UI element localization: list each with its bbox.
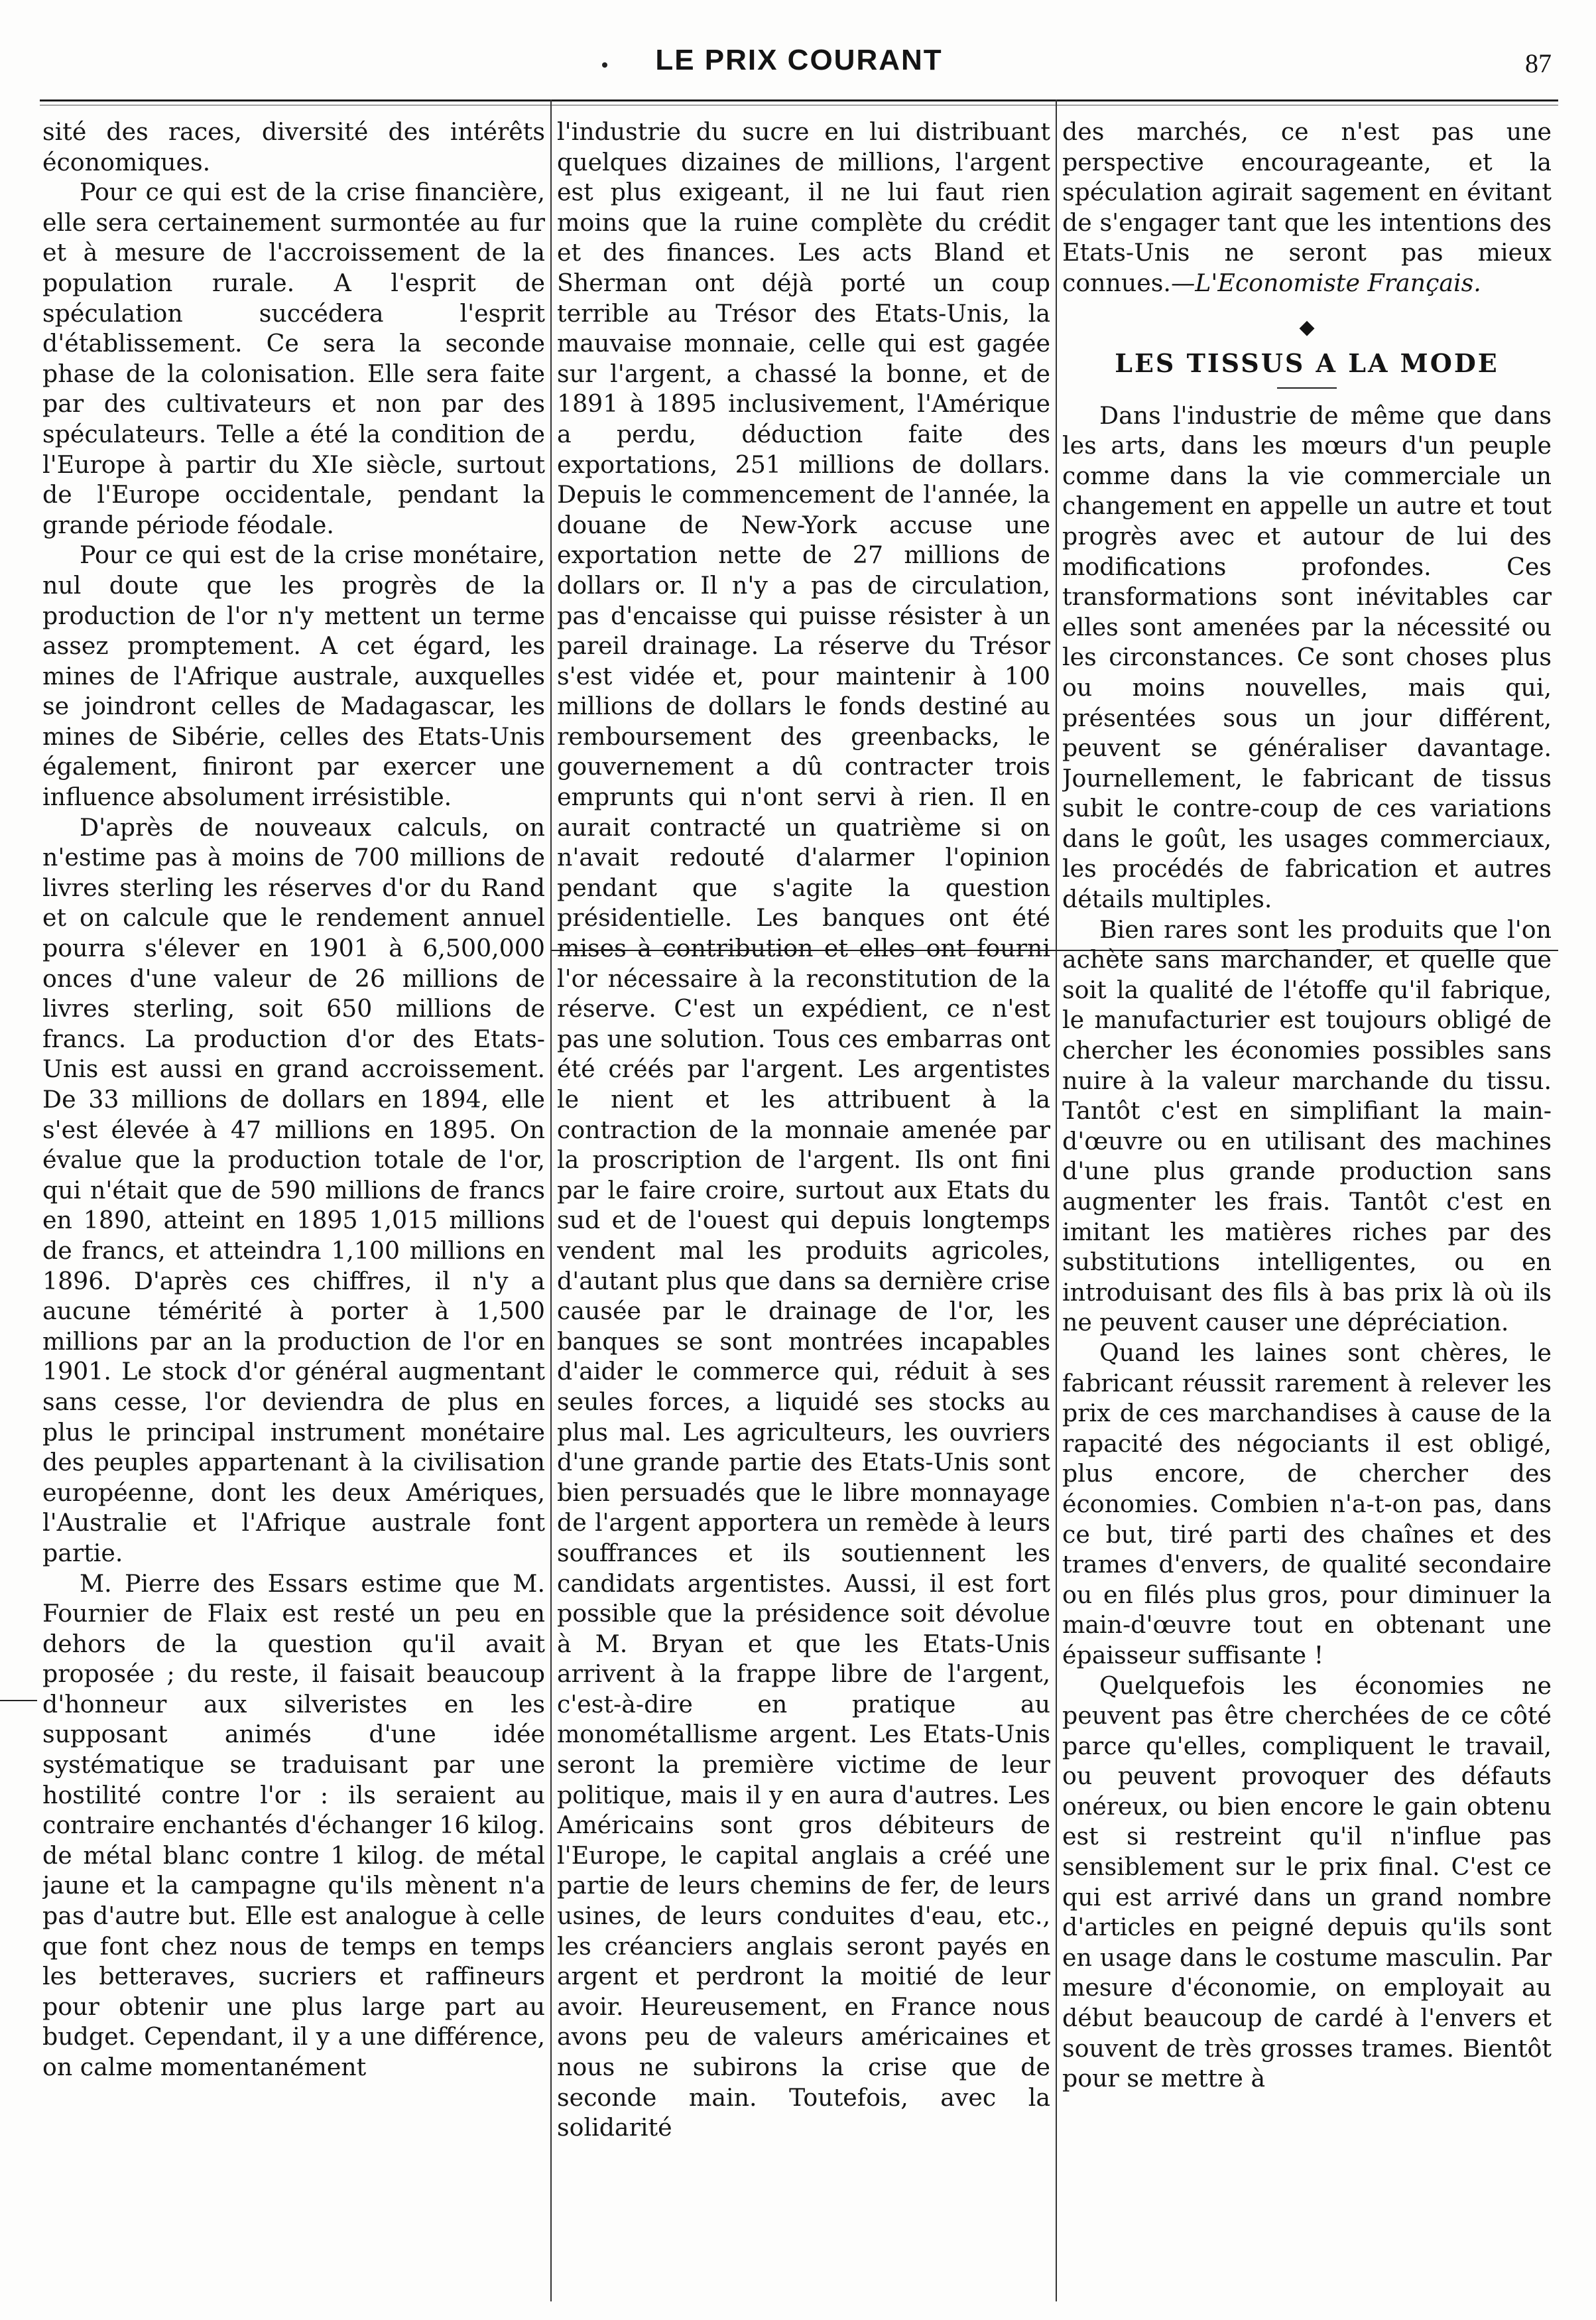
running-title: LE PRIX COURANT xyxy=(655,44,943,76)
header-rule xyxy=(40,99,1558,101)
column-divider-right xyxy=(1056,99,1057,2301)
paragraph: Pour ce qui est de la crise monétaire, nul doute que les progrès de la production de l'or n'y mettent un terme assez promptement. A cet égard, les mines de l'Afrique australe, auxquelles se joindront celles de Madagascar, les mines de Sibérie, celles des Etats-Unis également, finiront par exercer une influence absolument irrésistible. xyxy=(42,541,545,812)
column-3 xyxy=(1062,117,1552,2299)
column-divider-left xyxy=(550,99,552,2301)
article-end-paragraph xyxy=(1062,117,1552,298)
paragraph: Pour ce qui est de la crise financière, elle sera certainement surmontée au fur et à mesure de l'accroissement de la population rurale. A l'esprit de spéculation succédera l'esprit d'établissement. Ce sera la seconde phase de la colonisation. Elle sera faite par des cultivateurs et non par des spéculateurs. Telle a été la condition de l'Europe à partir du XIe siècle, surtout de l'Europe occidentale, pendant la grande période féodale. xyxy=(42,178,545,539)
paragraph: Quelquefois les économies ne peuvent pas être cherchées de ce côté parce qu'elles, compliquent le travail, ou peuvent provoquer des défauts onéreux, ou bien encore le gain obtenu est si restreint qu'il n'influe pas sensiblement sur le prix final. C'est ce qui est arrivé dans un grand nombre d'articles en peigné depuis qu'ils sont en usage dans le costume masculin. Par mesure d'économie, on employait au début beaucoup de cardé à l'envers et souvent de très grosses trames. Bientôt pour se mettre à xyxy=(1062,1671,1552,2093)
ornament-mark: ◆ xyxy=(1299,315,1315,339)
source-signature: L'Economiste Français. xyxy=(1195,268,1481,297)
column-2 xyxy=(557,117,1050,2299)
paragraph: sité des races, diversité des intérêts économiques. xyxy=(42,117,545,176)
paragraph: l'industrie du sucre en lui distribuant quelques dizaines de millions, l'argent est plus exigeant, il ne lui faut rien moins que la ruine complète du crédit et des finances. Les acts Bland et Sherman ont déjà porté un coup terrible au Trésor des Etats-Unis, la mauvaise monnaie, celle qui est gagée sur l'argent, a chassé la bonne, et de 1891 à 1895 inclusivement, l'Amérique a perdu, déduction faite des exportations, 251 millions de dollars. Depuis le commencement de l'année, la douane de New-York accuse une exportation nette de 27 millions de dollars or. Il n'y a pas de circulation, pas d'encaisse qui puisse résister à un pareil drainage. La réserve du Trésor s'est vidée et, pour maintenir à 100 millions de dollars le fonds destiné au remboursement des greenbacks, le gouvernement a dû contracter trois emprunts qui n'ont servi à rien. Il en aurait contracté un quatrième si on n'avait redouté d'alarmer l'opinion pendant que s'agite la question présidentielle. Les banques ont été mises à contribution et elles ont fourni l'or nécessaire à la reconstitution de la réserve. C'est un expédient, ce n'est pas une solution. Tous ces embarras ont été créés par l'argent. Les argentistes le nient et les attribuent à la contraction de la monnaie amenée par la proscription de l'argent. Ils ont fini par le faire croire, surtout aux Etats du sud et de l'ouest qui depuis longtemps vendent mal les produits agricoles, d'autant plus que dans sa dernière crise causée par le drainage de l'or, les banques se sont montrées incapables d'aider le commerce qui, réduit à ses seules forces, a liquidé ses stocks au plus mal. Les agriculteurs, les ouvriers d'une grande partie des Etats-Unis sont bien persuadés que le libre monnayage de l'argent apportera un remède à leurs souffrances et ils soutiennent les candidats argentistes. Aussi, il est fort possible que la présidence soit dévolue à M. Bryan et que les Etats-Unis arrivent à la frappe libre de l'argent, c'est-à-dire en pratique au monométallisme argent. Les Etats-Unis seront la première victime de leur politique, mais il y en aura d'autres. Les Américains sont gros débiteurs de l'Europe, le capital anglais a créé une partie de leurs chemins de fer, de leurs usines, de leurs conduites d'eau, etc., les créanciers anglais seront payés en argent et perdront la moitié de leur avoir. Heureusement, en France nous avons peu de valeurs américaines et nous ne subirons la crise que de seconde main. Toutefois, avec la solidarité xyxy=(557,117,1050,2142)
paragraph: M. Pierre des Essars estime que M. Fournier de Flaix est resté un peu en dehors de la question qu'il avait proposée ; du reste, il faisait beaucoup d'honneur aux silveristes en les supposant animés d'une idée systématique se traduisant par une hostilité contre l'or : ils seraient au contraire enchantés d'échanger 16 kilog. de métal blanc contre 1 kilog. de métal jaune et la campagne qu'ils mènent n'a pas d'autre but. Elle est analogue à celle que font chez nous de temps en temps les betteraves, sucriers et raffineurs pour obtenir une plus large part au budget. Cependant, il y a une différence, on calme momentanément xyxy=(42,1569,545,2081)
paragraph-text: des marchés, ce n'est pas une perspective encourageante, et la spéculation agirait sagement en évitant de s'engager tant que les intentions des Etats-Unis ne seront pas mieux connues.— xyxy=(1062,117,1552,297)
margin-mark xyxy=(0,1700,37,1701)
paragraph: Dans l'industrie de même que dans les arts, dans les mœurs d'un peuple comme dans la vie commerciale un changement en appelle un autre et tout progrès avec et autour de lui des modifications profondes. Ces transformations sont inévitables car elles sont amenées par la nécessité ou les circonstances. Ce sont choses plus ou moins nouvelles, mais qui, présentées sous un jour différent, peuvent se généraliser davantage. Journellement, le fabricant de tissus subit le contre-coup de ces variations dans le goût, les usages commerciaux, les procédés de fabrication et autres détails multiples. xyxy=(1062,401,1552,914)
paragraph: Bien rares sont les produits que l'on achète sans marchander, et quelle que soit la qualité de l'étoffe qu'il fabrique, le manufacturier est toujours obligé de chercher les économies possibles sans nuire à la valeur marchande du tissu. Tantôt c'est en simplifiant la main-d'œuvre ou en utilisant des machines d'une plus grande production sans augmenter les frais. Tantôt c'est en imitant les matières riches par des substitutions intelligentes, ou en introduisant des fils à bas prix là où ils ne peuvent causer une dépréciation. xyxy=(1062,915,1552,1337)
article-heading: LES TISSUS A LA MODE xyxy=(1115,348,1499,378)
paragraph: D'après de nouveaux calculs, on n'estime pas à moins de 700 millions de livres sterling les réserves d'or du Rand et on calcule que le rendement annuel pourra s'élever en 1901 à 6,500,000 onces d'une valeur de 26 millions de livres sterling, soit 650 millions de francs. La production d'or des Etats-Unis est aussi en grand accroissement. De 33 millions de dollars en 1894, elle s'est élevée à 47 millions en 1895. On évalue que la production totale de l'or, qui n'était que de 590 millions de francs en 1890, atteint en 1895 1,015 millions de francs, et atteindra 1,100 millions en 1896. D'après ces chiffres, il n'y a aucune témérité à porter à 1,500 millions par an la production de l'or en 1901. Le stock d'or général augmentant sans cesse, l'or deviendra de plus en plus le principal instrument monétaire des peuples appartenant à la civilisation européenne, dont les deux Amériques, l'Australie et l'Afrique australe font partie. xyxy=(42,812,545,1567)
heading-underline xyxy=(1277,387,1337,389)
column-1 xyxy=(42,117,545,2299)
page-number: 87 xyxy=(1525,48,1552,78)
paragraph: Quand les laines sont chères, le fabricant réussit rarement à relever les prix de ces marchandises à cause de la rapacité des négociants il est obligé, plus encore, de chercher des économies. Combien n'a-t-on pas, dans ce but, tiré parti des chaînes et des trames d'envers, de qualité secondaire ou en filés plus gros, pour diminuer la main-d'œuvre tout en obtenant une épaisseur suffisante ! xyxy=(1062,1338,1552,1669)
page-header xyxy=(40,44,1558,90)
